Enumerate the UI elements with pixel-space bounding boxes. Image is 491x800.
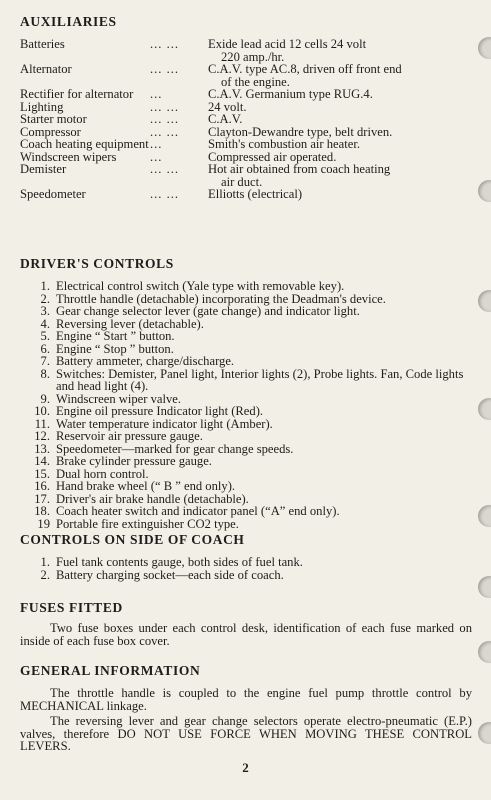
list-item-number: 12. bbox=[34, 429, 50, 443]
list-item-number: 10. bbox=[34, 404, 50, 418]
list-item-text: Portable fire extinguisher CO2 type. bbox=[56, 516, 239, 531]
spec-value-line: C.A.V. Germanium type RUG.4. bbox=[208, 87, 373, 101]
fuses-heading: FUSES FITTED bbox=[20, 600, 123, 615]
general-paragraph-2: The reversing lever and gear change selectors operate electro-pneumatic (E.P.) valves, therefore DO NOT USE FORCE WHEN MOVING THESE CONTROL LEVERS. bbox=[20, 714, 472, 753]
punch-hole bbox=[478, 722, 491, 744]
list-item-text: Dual horn control. bbox=[56, 466, 149, 481]
spec-value-line: Hot air obtained from coach heating bbox=[208, 162, 391, 176]
spec-value-line: Smith's combustion air heater. bbox=[208, 137, 360, 151]
punch-hole bbox=[478, 290, 491, 312]
punch-hole bbox=[478, 180, 491, 202]
drivers-controls-heading: DRIVER'S CONTROLS bbox=[20, 256, 174, 271]
spec-label: Coach heating equipment bbox=[20, 137, 149, 151]
spec-row bbox=[20, 63, 475, 88]
spec-row bbox=[20, 101, 475, 114]
list-item-number: 15. bbox=[34, 466, 50, 481]
spec-value-line: of the engine. bbox=[221, 74, 290, 89]
spec-value bbox=[208, 113, 475, 126]
list-item-text: Engine oil pressure Indicator light (Red). bbox=[56, 404, 264, 418]
list-item-text: Electrical control switch (Yale type with removable key). bbox=[56, 279, 345, 293]
list-item-text: Switches: Demister, Panel light, Interior lights (2), Probe lights. Fan, Code lights and head light (4). bbox=[56, 366, 464, 393]
list-item-number: 14. bbox=[34, 454, 50, 468]
list-item-text: Speedometer—marked for gear change speeds. bbox=[56, 441, 294, 456]
list-item-text: Fuel tank contents gauge, both sides of fuel tank. bbox=[56, 555, 303, 569]
spec-row bbox=[20, 38, 475, 63]
spec-value bbox=[208, 163, 475, 188]
spec-label: Batteries bbox=[20, 37, 65, 51]
spec-label: Starter motor bbox=[20, 112, 87, 126]
list-item-number: 16. bbox=[34, 479, 50, 493]
spec-label: Compressor bbox=[20, 124, 81, 139]
spec-label: Speedometer bbox=[20, 187, 86, 201]
list-item-number: 3. bbox=[40, 304, 50, 318]
punch-hole bbox=[478, 641, 491, 663]
list-item-number: 1. bbox=[40, 279, 50, 293]
list-item-number: 11. bbox=[34, 416, 50, 431]
list-item-text: Battery ammeter, charge/discharge. bbox=[56, 354, 235, 368]
list-item-number: 7. bbox=[40, 354, 50, 368]
list-item-number: 8. bbox=[40, 366, 50, 381]
spec-leader-dots: ... bbox=[150, 149, 163, 164]
general-information-heading: GENERAL INFORMATION bbox=[20, 663, 201, 678]
list-item bbox=[20, 355, 475, 368]
spec-value bbox=[208, 101, 475, 114]
spec-leader-dots: ... ... bbox=[150, 124, 180, 139]
list-item-number: 5. bbox=[40, 329, 50, 343]
spec-label: Windscreen wipers bbox=[20, 149, 117, 164]
list-item-text: Coach heater switch and indicator panel (“A” end only). bbox=[56, 504, 340, 518]
spec-label: Demister bbox=[20, 162, 67, 176]
spec-row bbox=[20, 188, 475, 201]
spec-leader-dots: ... ... bbox=[150, 99, 180, 114]
fuses-paragraph: Two fuse boxes under each control desk, identification of each fuse marked on inside of each fuse box cover. bbox=[20, 621, 472, 648]
spec-value-line: C.A.V. bbox=[208, 112, 243, 126]
spec-value bbox=[208, 38, 475, 63]
list-item-number: 9. bbox=[40, 391, 50, 406]
spec-row bbox=[20, 113, 475, 126]
list-item bbox=[20, 280, 475, 293]
spec-leader-dots: ... ... bbox=[150, 62, 180, 76]
list-item-text: Brake cylinder pressure gauge. bbox=[56, 454, 212, 468]
list-item-text: Driver's air brake handle (detachable). bbox=[56, 491, 249, 506]
auxiliaries-heading: AUXILIARIES bbox=[20, 14, 117, 29]
list-item-number: 2. bbox=[40, 567, 50, 582]
spec-value-line: Elliotts (electrical) bbox=[208, 187, 303, 201]
spec-value-line: Exide lead acid 12 cells 24 volt bbox=[208, 37, 367, 51]
list-item bbox=[20, 305, 475, 318]
punch-hole bbox=[478, 37, 491, 59]
list-item-number: 19 bbox=[37, 516, 50, 531]
list-item-text: Hand brake wheel (“ B ” end only). bbox=[56, 479, 236, 493]
list-item-text: Gear change selector lever (gate change) and indicator light. bbox=[56, 304, 360, 318]
spec-value-line: 220 amp./hr. bbox=[221, 49, 285, 64]
page-number: 2 bbox=[242, 760, 249, 775]
punch-hole bbox=[478, 505, 491, 527]
spec-leader-dots: ... bbox=[150, 137, 163, 151]
spec-value-line: C.A.V. type AC.8, driven off front end bbox=[208, 62, 402, 76]
spec-label: Lighting bbox=[20, 99, 64, 114]
spec-row bbox=[20, 163, 475, 188]
list-item bbox=[20, 330, 475, 343]
spec-leader-dots: ... ... bbox=[150, 112, 180, 126]
spec-label: Alternator bbox=[20, 62, 72, 76]
spec-value-line: Clayton-Dewandre type, belt driven. bbox=[208, 124, 393, 139]
spec-leader-dots: ... ... bbox=[150, 187, 180, 201]
spec-row bbox=[20, 88, 475, 101]
list-item-number: 1. bbox=[40, 555, 50, 569]
list-item-text: Battery charging socket—each side of coach. bbox=[56, 567, 284, 582]
list-item-text: Reversing lever (detachable). bbox=[56, 316, 204, 331]
list-item-text: Throttle handle (detachable) incorporating the Deadman's device. bbox=[56, 291, 386, 306]
list-item-number: 17. bbox=[34, 491, 50, 506]
list-item bbox=[20, 430, 475, 443]
list-item bbox=[20, 455, 475, 468]
spec-value bbox=[208, 188, 475, 201]
list-item-number: 6. bbox=[40, 341, 50, 356]
spec-label: Rectifier for alternator bbox=[20, 87, 134, 101]
spec-leader-dots: ... ... bbox=[150, 37, 180, 51]
list-item bbox=[20, 518, 475, 531]
list-item-number: 18. bbox=[34, 504, 50, 518]
list-item-text: Water temperature indicator light (Amber). bbox=[56, 416, 273, 431]
list-item bbox=[20, 405, 475, 418]
spec-leader-dots: ... bbox=[150, 87, 163, 101]
punch-hole bbox=[478, 398, 491, 420]
spec-value-line: 24 volt. bbox=[208, 99, 247, 114]
drivers-controls-list bbox=[20, 280, 475, 530]
list-item-text: Reservoir air pressure gauge. bbox=[56, 429, 203, 443]
spec-value bbox=[208, 88, 475, 101]
spec-value-line: air duct. bbox=[221, 174, 263, 189]
list-item-number: 4. bbox=[40, 316, 50, 331]
auxiliaries-table bbox=[20, 38, 475, 201]
spec-row bbox=[20, 138, 475, 151]
list-item-number: 13. bbox=[34, 441, 50, 456]
side-controls-list bbox=[20, 556, 475, 581]
list-item bbox=[20, 368, 475, 393]
list-item bbox=[20, 569, 475, 582]
list-item bbox=[20, 480, 475, 493]
list-item-text: Engine “ Start ” button. bbox=[56, 329, 175, 343]
general-paragraph-1: The throttle handle is coupled to the engine fuel pump throttle control by MECHANICAL linkage. bbox=[20, 686, 472, 713]
list-item-text: Windscreen wiper valve. bbox=[56, 391, 182, 406]
list-item-text: Engine “ Stop ” button. bbox=[56, 341, 174, 356]
list-item bbox=[20, 556, 475, 569]
spec-value-line: Compressed air operated. bbox=[208, 149, 337, 164]
spec-value bbox=[208, 63, 475, 88]
spec-leader-dots: ... ... bbox=[150, 162, 180, 176]
side-controls-heading: CONTROLS ON SIDE OF COACH bbox=[20, 532, 245, 547]
spec-value bbox=[208, 138, 475, 151]
list-item-number: 2. bbox=[40, 291, 50, 306]
punch-hole bbox=[478, 576, 491, 598]
list-item bbox=[20, 505, 475, 518]
